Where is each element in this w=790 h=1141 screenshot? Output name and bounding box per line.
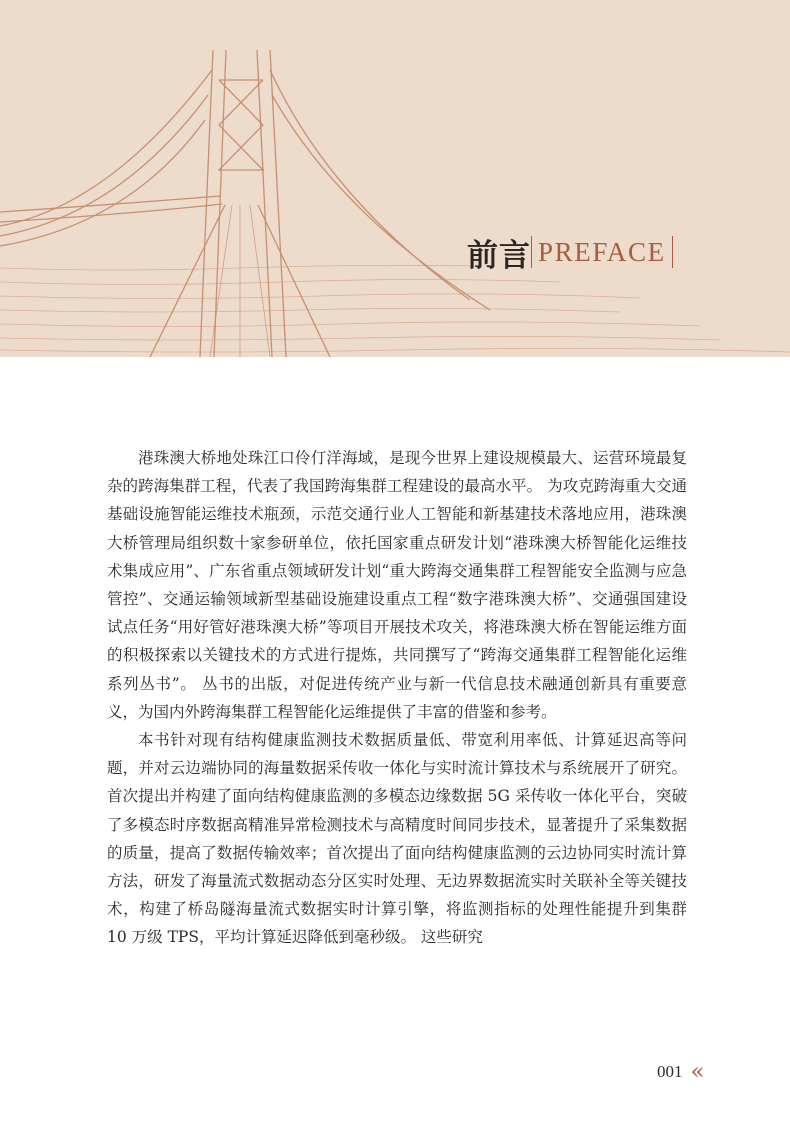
page-number: 001: [657, 1062, 683, 1081]
paragraph: 港珠澳大桥地处珠江口伶仃洋海域，是现今世界上建设规模最大、运营环境最复杂的跨海集群工程，代表了我国跨海集群工程建设的最高水平。 为攻克跨海重大交通基础设施智能运维技术瓶颈，示范交通行业人工智能和新基建技术落地应用，港珠澳大桥管理局组织数十家参研单位，依托国家重点研发计划“港珠澳大桥智能化运维技术集成应用”、广东省重点领域研发计划“重大跨海交通集群工程智能安全监测与应急管控”、交通运输领域新型基础设施建设重点工程“数字港珠澳大桥”、交通强国建设试点任务“用好管好港珠澳大桥”等项目开展技术攻关，将港珠澳大桥在智能运维方面的积极探索以关键技术的方式进行提炼，共同撰写了“跨海交通集群工程智能化运维系列丛书”。 丛书的出版，对促进传统产业与新一代信息技术融通创新具有重要意义，为国内外跨海集群工程智能化运维提供了丰富的借鉴和参考。: [107, 449, 687, 721]
heading-divider: [531, 236, 532, 268]
page-footer: [657, 1060, 705, 1084]
double-chevron-left-icon: «: [690, 1058, 705, 1085]
page-heading: [467, 232, 673, 272]
header-banner: [0, 0, 790, 357]
preface-body: [107, 444, 687, 952]
heading-divider-end: [672, 236, 673, 268]
bridge-illustration: [0, 0, 790, 357]
paragraph: 本书针对现有结构健康监测技术数据质量低、带宽利用率低、计算延迟高等问题，并对云边端协同的海量数据采传收一体化与实时流计算技术与系统展开了研究。 首次提出并构建了面向结构健康监测的多模态边缘数据 5G 采传收一体化平台，突破了多模态时序数据高精准异常检测技术与高精度时间同步技术，显著提升了采集数据的质量，提高了数据传输效率；首次提出了面向结构健康监测的云边协同实时流计算方法，研发了海量流式数据动态分区实时处理、无边界数据流实时关联补全等关键技术，构建了桥岛隧海量流式数据实时计算引擎，将监测指标的处理性能提升到集群 10 万级 TPS，平均计算延迟降低到毫秒级。 这些研究: [107, 731, 687, 947]
heading-title-en: PREFACE: [538, 236, 666, 267]
heading-title-cn: 前言: [467, 237, 531, 274]
